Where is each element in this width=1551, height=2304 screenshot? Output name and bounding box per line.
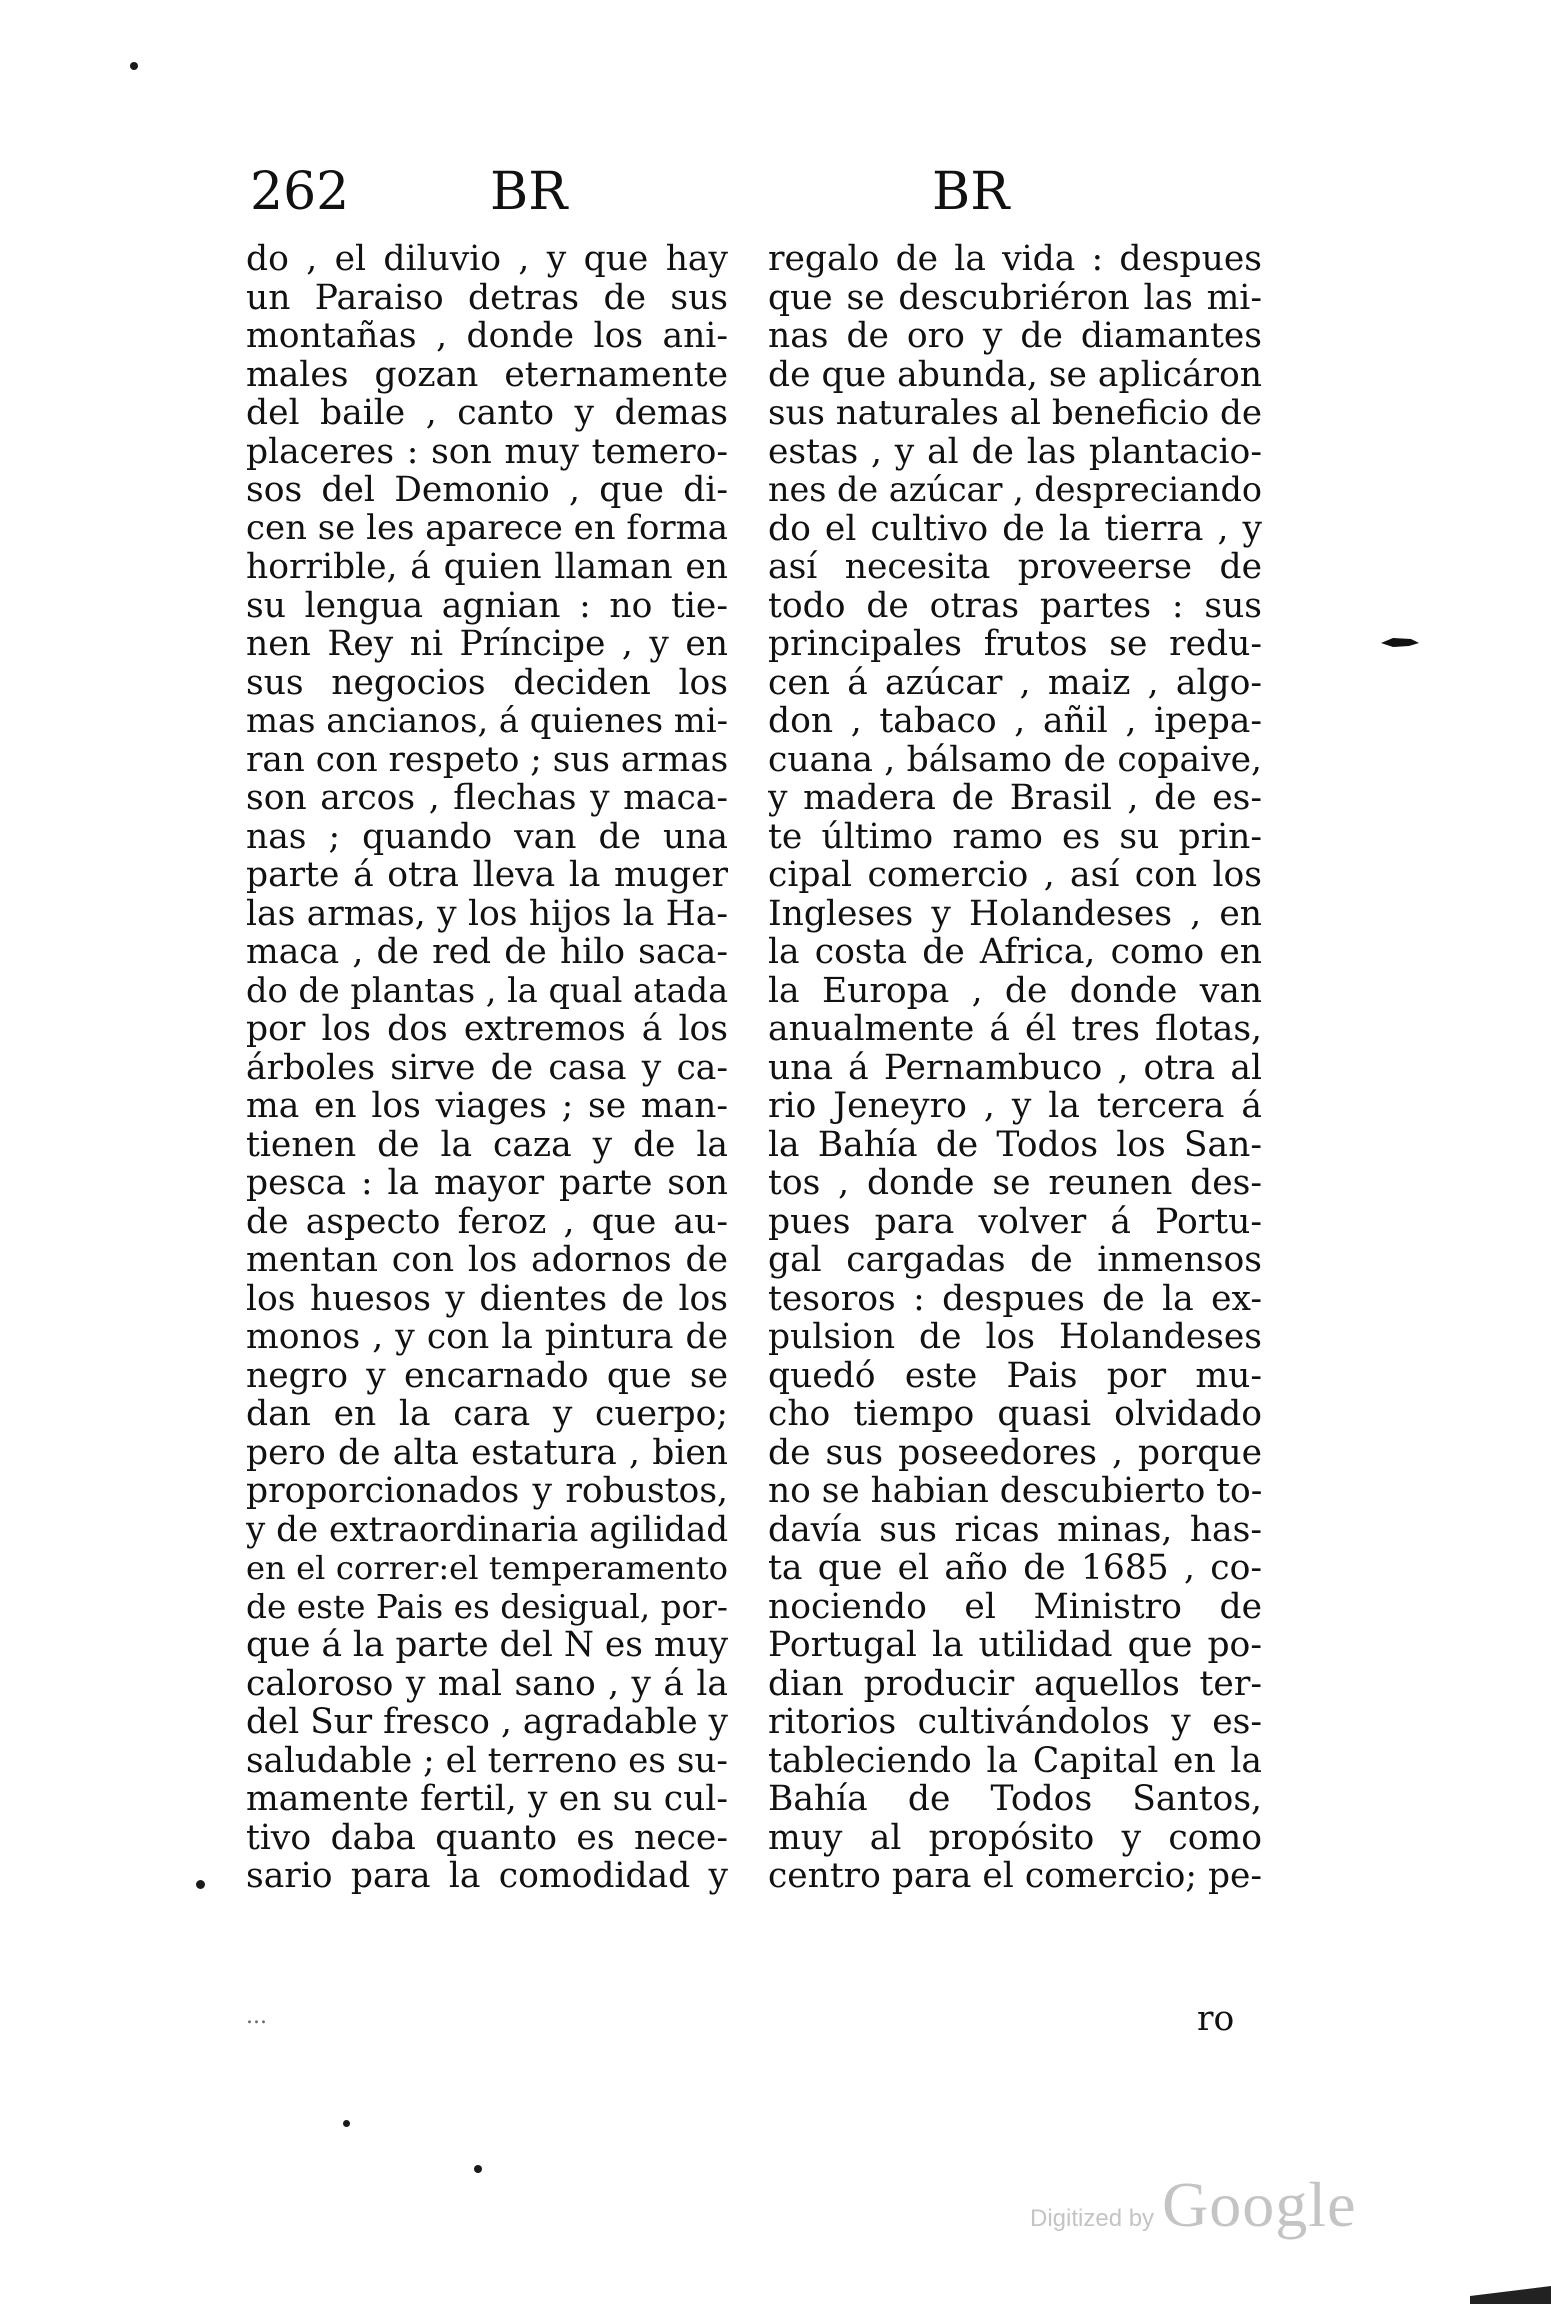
text-line: por los dos extremos á los <box>246 1010 728 1049</box>
text-line: anualmente á él tres flotas, <box>768 1010 1262 1049</box>
text-line: Ingleses y Holandeses , en <box>768 894 1262 933</box>
watermark-brand-logo: Google <box>1162 2169 1357 2240</box>
ink-speck <box>130 62 138 70</box>
text-line: nen Rey ni Príncipe , y en <box>246 625 728 664</box>
ink-blot-mark <box>1381 635 1419 649</box>
text-line: Bahía de Todos Santos, <box>768 1780 1262 1819</box>
text-line: pulsion de los Holandeses <box>768 1318 1262 1357</box>
text-line: y de extraordinaria agilidad <box>246 1510 728 1549</box>
text-line: del Sur fresco , agradable y <box>246 1703 728 1742</box>
text-line: cho tiempo quasi olvidado <box>768 1395 1262 1434</box>
text-line: cen se les aparece en forma <box>246 509 728 548</box>
text-line: mas ancianos, á quienes mi- <box>246 702 728 740</box>
text-line: estas , y al de las plantacio- <box>768 432 1262 471</box>
text-line: mamente fertil, y en su cul- <box>246 1780 728 1819</box>
text-line: ritorios cultivándolos y es- <box>768 1703 1262 1742</box>
text-line: del baile , canto y demas <box>246 394 728 433</box>
right-text-column <box>768 240 1262 1896</box>
text-line: don , tabaco , añil , ipepa- <box>768 702 1262 741</box>
text-line: males gozan eternamente <box>246 355 728 394</box>
text-line: davía sus ricas minas, has- <box>768 1510 1262 1549</box>
text-line: monos , y con la pintura de <box>246 1318 728 1357</box>
text-line: mentan con los adornos de <box>246 1241 728 1280</box>
text-line: pero de alta estatura , bien <box>246 1433 728 1472</box>
text-line: negro y encarnado que se <box>246 1356 728 1395</box>
text-line: que se descubriéron las mi- <box>768 278 1262 317</box>
text-line: pesca : la mayor parte son <box>246 1164 728 1203</box>
text-line: dan en la cara y cuerpo; <box>246 1395 728 1434</box>
text-line: no se habian descubierto to- <box>768 1472 1262 1511</box>
left-column-end-mark: ... <box>246 2004 267 2029</box>
text-line: ran con respeto ; sus armas <box>246 740 728 779</box>
text-line: y madera de Brasil , de es- <box>768 779 1262 818</box>
ink-speck <box>474 2165 482 2173</box>
page-number: 262 <box>250 162 350 222</box>
catchword: ro <box>1197 1999 1235 2039</box>
text-line: dian producir aquellos ter- <box>768 1664 1262 1703</box>
text-line: tienen de la caza y de la <box>246 1125 728 1164</box>
text-line: ta que el año de 1685 , co- <box>768 1549 1262 1588</box>
text-line: sario para la comodidad y <box>246 1857 728 1896</box>
text-line: cuana , bálsamo de copaive, <box>768 740 1262 779</box>
left-text-column <box>246 240 728 1896</box>
text-line: las armas, y los hijos la Ha- <box>246 894 728 933</box>
text-line: maca , de red de hilo saca- <box>246 933 728 972</box>
text-line: placeres : son muy temero- <box>246 432 728 471</box>
text-line: pues para volver á Portu- <box>768 1202 1262 1241</box>
text-line: quedó este Pais por mu- <box>768 1356 1262 1395</box>
ink-speck <box>196 1880 205 1889</box>
text-line: nas de oro y de diamantes <box>768 317 1262 356</box>
text-line: de este Pais es desigual, por- <box>246 1587 728 1626</box>
text-line: rio Jeneyro , y la tercera á <box>768 1087 1262 1126</box>
text-line: parte á otra lleva la muger <box>246 856 728 895</box>
text-line: ma en los viages ; se man- <box>246 1087 728 1126</box>
text-line: proporcionados y robustos, <box>246 1472 728 1511</box>
text-line: tesoros : despues de la ex- <box>768 1279 1262 1318</box>
text-line: do el cultivo de la tierra , y <box>768 509 1262 548</box>
digitized-watermark <box>1030 2168 1356 2242</box>
text-line: de que abunda, se aplicáron <box>768 355 1262 394</box>
text-line: sus naturales al beneficio de <box>768 394 1262 433</box>
text-line: do , el diluvio , y que hay <box>246 240 728 279</box>
text-line: principales frutos se redu- <box>768 625 1262 664</box>
text-line: montañas , donde los ani- <box>246 317 728 356</box>
text-line: árboles sirve de casa y ca- <box>246 1048 728 1087</box>
text-line: así necesita proveerse de <box>768 548 1262 587</box>
text-line: cen á azúcar , maiz , algo- <box>768 663 1262 702</box>
text-line: tos , donde se reunen des- <box>768 1164 1262 1203</box>
text-line: un Paraiso detras de sus <box>246 278 728 317</box>
text-line: una á Pernambuco , otra al <box>768 1048 1262 1087</box>
text-line: la Bahía de Todos los San- <box>768 1125 1262 1164</box>
text-line: nes de azúcar , despreciando <box>768 471 1262 509</box>
text-line: la costa de Africa, como en <box>768 933 1262 972</box>
text-line: de aspecto feroz , que au- <box>246 1202 728 1241</box>
text-line: cipal comercio , así con los <box>768 856 1262 895</box>
running-head-right: BR <box>932 162 1010 222</box>
ink-speck <box>343 2120 350 2127</box>
text-line: tivo daba quanto es nece- <box>246 1818 728 1857</box>
text-line: son arcos , flechas y maca- <box>246 779 728 818</box>
text-line: centro para el comercio; pe- <box>768 1857 1262 1896</box>
text-line: regalo de la vida : despues <box>768 240 1262 279</box>
text-line: la Europa , de donde van <box>768 971 1262 1010</box>
text-line: do de plantas , la qual atada <box>246 971 728 1010</box>
text-line: todo de otras partes : sus <box>768 586 1262 625</box>
text-line: horrible, á quien llaman en <box>246 548 728 587</box>
text-line: sus negocios deciden los <box>246 663 728 702</box>
text-line: sos del Demonio , que di- <box>246 471 728 510</box>
page-edge-mark <box>1470 2278 1551 2304</box>
watermark-prefix: Digitized by <box>1030 2205 1155 2232</box>
text-line: Portugal la utilidad que po- <box>768 1626 1262 1665</box>
running-head-left: BR <box>490 162 568 222</box>
text-line: tableciendo la Capital en la <box>768 1741 1262 1780</box>
text-line: nociendo el Ministro de <box>768 1587 1262 1626</box>
text-line: los huesos y dientes de los <box>246 1279 728 1318</box>
text-line: su lengua agnian : no tie- <box>246 586 728 625</box>
text-line: de sus poseedores , porque <box>768 1433 1262 1472</box>
text-line: caloroso y mal sano , y á la <box>246 1664 728 1703</box>
text-line: gal cargadas de inmensos <box>768 1241 1262 1280</box>
text-line: te último ramo es su prin- <box>768 817 1262 856</box>
text-line: muy al propósito y como <box>768 1818 1262 1857</box>
text-line: que á la parte del N es muy <box>246 1626 728 1665</box>
text-line: nas ; quando van de una <box>246 817 728 856</box>
text-line: saludable ; el terreno es su- <box>246 1741 728 1780</box>
text-line: en el correr:el temperamento <box>246 1549 728 1587</box>
